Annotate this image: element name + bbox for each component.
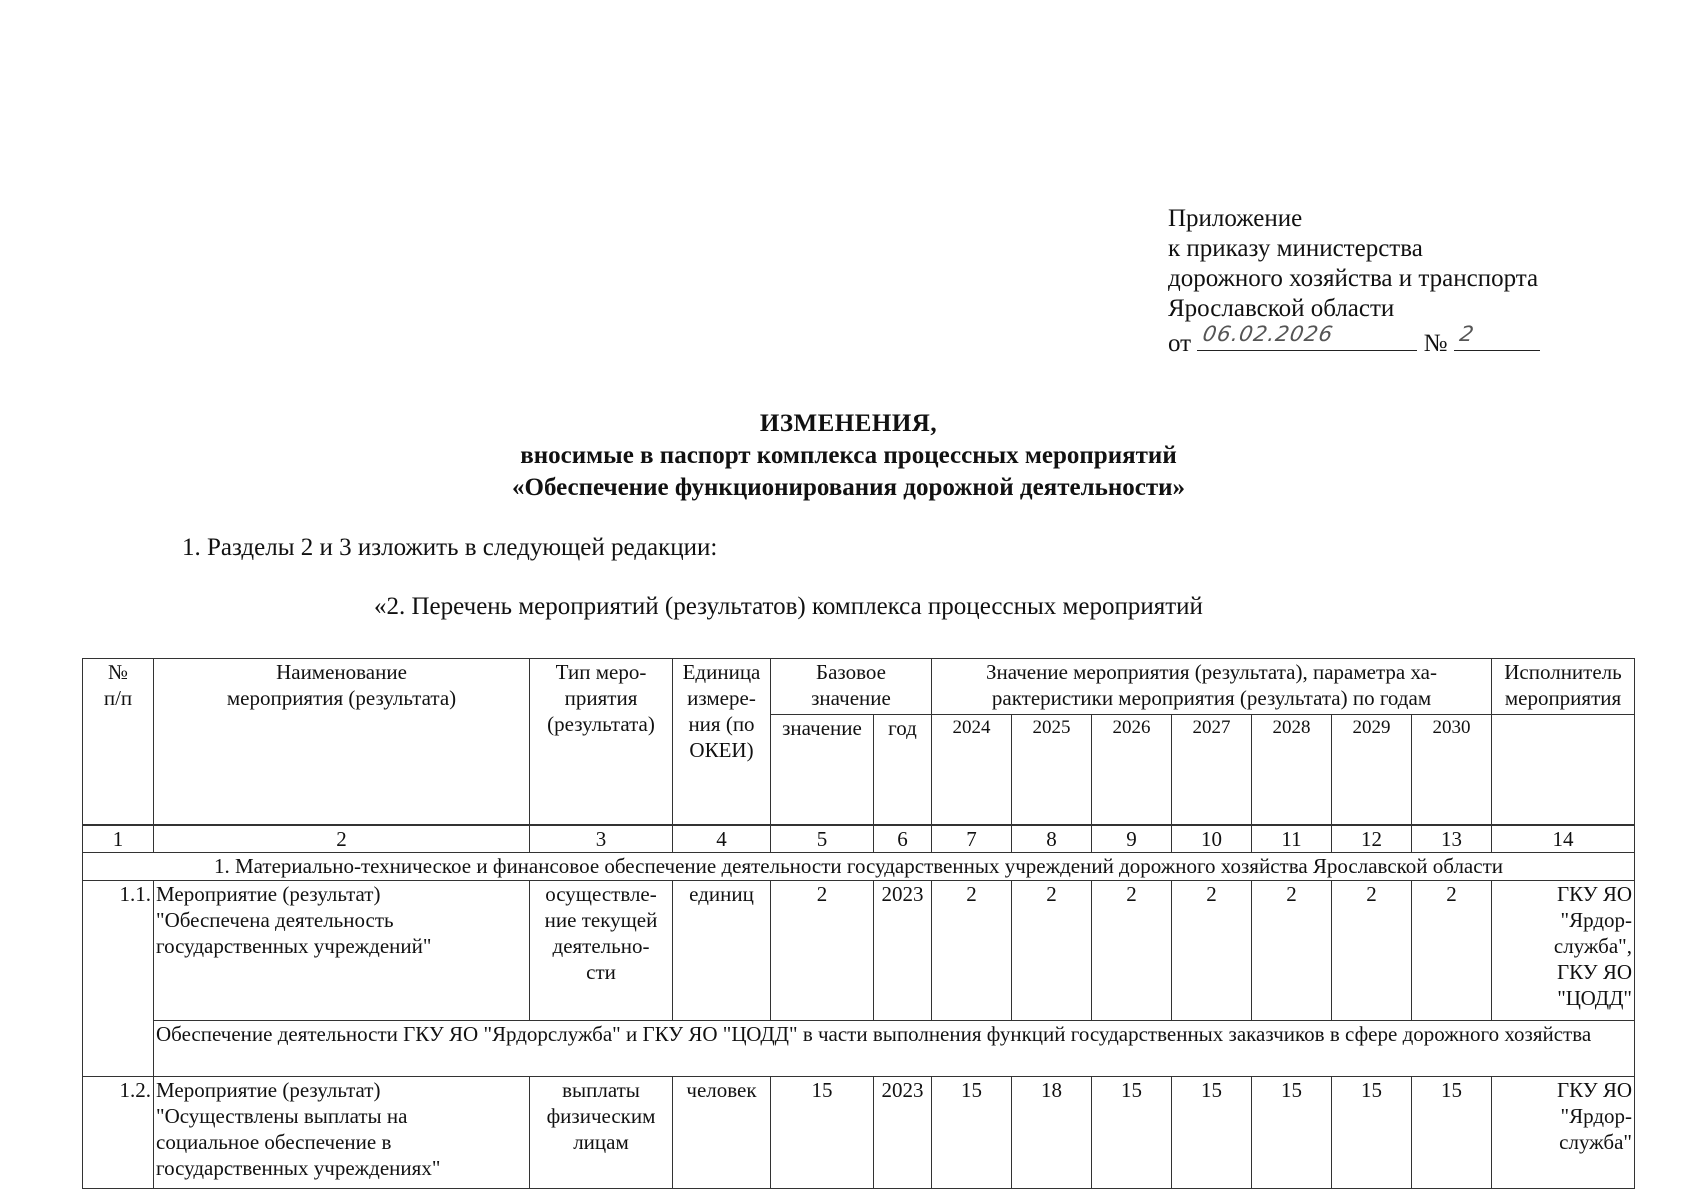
header-type (530, 659, 673, 825)
column-number-row (83, 825, 1635, 853)
column-number: 12 (1332, 825, 1412, 853)
appendix-line: дорожного хозяйства и транспорта (1168, 265, 1539, 292)
header-text: значение (811, 686, 891, 710)
cell-line: "Обеспечена деятельность (156, 908, 394, 932)
header-text: Наименование (276, 660, 407, 684)
cell-line: деятельно- (552, 934, 650, 958)
cell-line: физическим (546, 1104, 656, 1128)
header-text: Базовое (816, 660, 886, 684)
row-unit: человек (673, 1077, 771, 1189)
cell-line: служба", (1553, 934, 1632, 958)
cell-line: сти (586, 960, 616, 984)
row-number: 1.2. (83, 1077, 154, 1189)
number-prefix: № (1423, 330, 1448, 357)
intro-paragraph: 1. Разделы 2 и 3 изложить в следующей редакции: (182, 534, 718, 561)
header-executor-empty (1492, 715, 1635, 825)
column-number: 13 (1412, 825, 1492, 853)
row-executor (1492, 881, 1635, 1021)
cell-line: "Ярдор- (1560, 1104, 1632, 1128)
header-text: ния (по (688, 712, 755, 736)
table-row (83, 1077, 1635, 1189)
row-value: 2 (1172, 881, 1252, 1021)
order-date-line (1168, 324, 1668, 359)
number-field (1454, 324, 1540, 351)
header-name (154, 659, 530, 825)
row-base-year: 2023 (874, 1077, 932, 1189)
column-number: 3 (530, 825, 673, 853)
header-text: п/п (103, 686, 133, 710)
row-value: 2 (1412, 881, 1492, 1021)
appendix-block (1168, 204, 1668, 359)
title-line: ИЗМЕНЕНИЯ, (759, 410, 938, 437)
appendix-line: Приложение (1168, 205, 1303, 232)
header-text: мероприятия (результата) (226, 686, 457, 710)
header-year: 2028 (1252, 715, 1332, 825)
cell-line: "ЦОДД" (1557, 986, 1632, 1010)
row-value: 2 (1092, 881, 1172, 1021)
header-text: мероприятия (1504, 686, 1622, 710)
header-text: приятия (564, 686, 638, 710)
row-value: 2 (932, 881, 1012, 1021)
column-number: 4 (673, 825, 771, 853)
row-base-value: 2 (771, 881, 874, 1021)
row-unit: единиц (673, 881, 771, 1021)
header-year: 2030 (1412, 715, 1492, 825)
row-number: 1.1. (83, 881, 154, 1077)
header-text: Исполнитель (1504, 660, 1622, 684)
row-base-value: 15 (771, 1077, 874, 1189)
header-unit (673, 659, 771, 825)
cell-line: государственных учреждениях" (156, 1156, 441, 1180)
row-type (530, 881, 673, 1021)
column-number: 8 (1012, 825, 1092, 853)
cell-line: выплаты (562, 1078, 640, 1102)
column-number: 6 (874, 825, 932, 853)
date-prefix: от (1168, 330, 1192, 357)
cell-line: ГКУ ЯО (1556, 882, 1632, 906)
header-base-year: год (874, 715, 932, 825)
document-title (0, 408, 1697, 504)
row-value: 15 (932, 1077, 1012, 1189)
cell-line: ГКУ ЯО (1556, 1078, 1632, 1102)
header-year: 2024 (932, 715, 1012, 825)
header-year: 2026 (1092, 715, 1172, 825)
handwritten-number: 2 (1457, 322, 1477, 346)
row-executor (1492, 1077, 1635, 1189)
cell-line: Мероприятие (результат) (156, 882, 381, 906)
column-number: 5 (771, 825, 874, 853)
cell-line: "Ярдор- (1560, 908, 1632, 932)
header-executor (1492, 659, 1635, 715)
row-value: 15 (1412, 1077, 1492, 1189)
row-note: Обеспечение деятельности ГКУ ЯО "Ярдорслужба" и ГКУ ЯО "ЦОДД" в части выполнения функций государственных заказчиков в сфере дорожного хозяйства (154, 1021, 1635, 1077)
cell-line: лицам (573, 1130, 629, 1154)
header-text: ОКЕИ) (689, 738, 754, 762)
column-number: 1 (83, 825, 154, 853)
header-values (932, 659, 1492, 715)
row-value: 2 (1012, 881, 1092, 1021)
cell-line: служба" (1559, 1130, 1632, 1154)
cell-line: государственных учреждений" (156, 934, 432, 958)
row-name (154, 881, 530, 1021)
column-number: 10 (1172, 825, 1252, 853)
handwritten-date: 06.02.2026 (1201, 322, 1336, 346)
header-year: 2025 (1012, 715, 1092, 825)
row-value: 2 (1252, 881, 1332, 1021)
header-num (83, 659, 154, 825)
row-type (530, 1077, 673, 1189)
header-text: Значение мероприятия (результата), параметра ха- (986, 660, 1437, 684)
header-text: Единица (682, 660, 761, 684)
cell-line: ГКУ ЯО (1556, 960, 1632, 984)
column-number: 14 (1492, 825, 1635, 853)
header-row (83, 659, 1635, 715)
appendix-line: к приказу министерства (1168, 235, 1423, 262)
row-value: 15 (1332, 1077, 1412, 1189)
header-text: рактеристики мероприятия (результата) по годам (991, 686, 1432, 710)
row-value: 15 (1172, 1077, 1252, 1189)
header-year: 2027 (1172, 715, 1252, 825)
title-line: вносимые в паспорт комплекса процессных мероприятий (520, 442, 1177, 469)
row-value: 2 (1332, 881, 1412, 1021)
section-heading: «2. Перечень мероприятий (результатов) комплекса процессных мероприятий (374, 593, 1203, 620)
header-text: (результата) (547, 712, 655, 736)
section-title: 1. Материально-техническое и финансовое обеспечение деятельности государственных учреждений дорожного хозяйства Ярославской области (83, 853, 1635, 881)
section-row (83, 853, 1635, 881)
cell-line: Мероприятие (результат) (156, 1078, 381, 1102)
cell-line: ние текущей (544, 908, 658, 932)
note-row (83, 1021, 1635, 1077)
date-field (1197, 324, 1417, 351)
appendix-line: Ярославской области (1168, 295, 1395, 322)
header-text: Тип меро- (555, 660, 647, 684)
column-number: 11 (1252, 825, 1332, 853)
header-text: измере- (687, 686, 756, 710)
row-value: 18 (1012, 1077, 1092, 1189)
column-number: 7 (932, 825, 1012, 853)
measures-table (82, 658, 1635, 1189)
header-year: 2029 (1332, 715, 1412, 825)
row-value: 15 (1092, 1077, 1172, 1189)
column-number: 2 (154, 825, 530, 853)
title-line: «Обеспечение функционирования дорожной деятельности» (512, 474, 1185, 501)
row-base-year: 2023 (874, 881, 932, 1021)
cell-line: социальное обеспечение в (156, 1130, 392, 1154)
row-name (154, 1077, 530, 1189)
row-value: 15 (1252, 1077, 1332, 1189)
cell-line: "Осуществлены выплаты на (156, 1104, 408, 1128)
table-row (83, 881, 1635, 1021)
header-text: № (107, 660, 129, 684)
cell-line: осуществле- (545, 882, 657, 906)
header-base (771, 659, 932, 715)
header-base-value: значение (771, 715, 874, 825)
column-number: 9 (1092, 825, 1172, 853)
